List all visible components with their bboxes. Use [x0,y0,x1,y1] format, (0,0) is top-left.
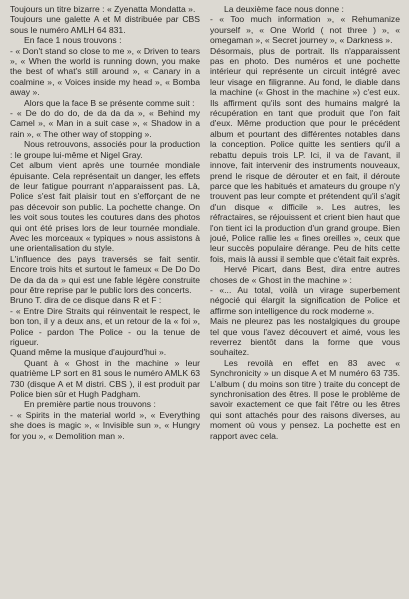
paragraph: En face 1 nous trouvons : [24,35,122,46]
right-column [210,4,400,595]
paragraph: - « Entre Dire Straits qui réinventait le respect, le bon ton, il y a deux ans, et un retour de la « foi », Police - pardon The Police - ou la tenue de rigueur. [10,305,200,347]
paragraph: - « Spirits in the material world », « Everything she does is magic », « Invisible sun », « Hungry for you », « Demolition man ». [10,409,200,441]
paragraph: Hervé Picart, dans Best, dira entre autres choses de « Ghost in the machine » : [210,264,400,285]
paragraph: - « Too much information », « Rehumanize yourself », « One World ( not three ) », « omegaman », « Secret journey », « Darkness ». [210,14,400,46]
paragraph: La deuxième face nous donne : [224,4,344,14]
paragraph: Toujours un titre bizarre : « Zyenatta Mondatta ». [10,4,196,14]
paragraph: Bruno T. dira de ce disque dans R et F : [10,295,162,306]
paragraph: - « Don't stand so close to me », « Driven to tears », « When the world is running down, you make the best of what's still around », « Canary in a coalmine », « Voices inside my head », « Bomba away ». [10,45,200,98]
paragraph: Nous retrouvons, associés pour la production : le groupe lui-même et Nigel Gray. [10,139,200,160]
paragraph: Quant à « Ghost in the machine » leur quatrième LP sort en 81 sous le numéro AMLK 63 730 (disque A et M distri. CBS ), il est produit par Police bien sûr et Hugh Padgham. [10,357,200,400]
paragraph: - « De do do do, de da da da », « Behind my Camel », « Man in a suit case », « Shadow in a rain », « The other way of stopping ». [10,108,200,139]
paragraph: Cet album vient après une tournée mondiale épuisante. Cela représentait un danger, les effets de leur fatigue pourrant n'apparaissent pas. Là, Police s'est fait plaisir tout en s'efforçant de ne pas décevoir son public. La pochette change. On les voit sous toutes les coutures dans des photos qui ont été prises lors de leur tournée mondiale. Avec les morceaux « typiques » nous assistons à une orientalisation du style. [10,160,200,254]
paragraph: Toujours une galette A et M distribuée par CBS sous le numéro AMLH 64 831. [10,14,200,35]
left-column [10,4,200,595]
paragraph: L'influence des pays traversés se fait sentir. Encore trois hits et surtout le fameux « De Do Do De da da da » qui est une fable légère construite pour être reprise par le public lors des concerts. [10,253,200,295]
paragraph: En première partie nous trouvons : [24,399,156,410]
paragraph: Désormais, plus de portrait. Ils n'apparaissent pas en photo. Des numéros et une pochette intérieur qui représente un circuit intégré avec leur visage en filigranne. Au fond, le diable dans la machine (« Ghost in the machine ») c'est eux. Ils affirment qu'ils sont des humains malgré la récupération en tant que produit que l'on fait d'eux. Même production que pour le précédent album et pourtant des différentes notables dans la conception. Police quitte les sentiers qu'il a rebattu depuis trois LP. Ici, il va de l'avant, il innove, fait intervenir des instruments nouveaux, prend le risque de dérouter et en fait, il déroute parce que les habitués et amateurs du groupe n'y trouvent pas leur compte et prétendent qu'il s'agit d'un disque « difficile ». Les autres, les réfractaires, se réjouissent et crient bien haut que l'on tient ici la production d'un grand groupe. Bien joué, Police rallie les « fines oreilles », ceux que leur succès populaire dérange. Peu de hits cette fois, mais là aussi il semble que c'était fait exprès. [210,45,400,264]
paragraph: Alors que la face B se présente comme suit : [24,97,195,108]
paragraph: Les revoilà en effet en 83 avec « Synchronicity » un disque A et M numéro 63 735. L'album ( du moins son titre ) traite du concept de synchronisation des êtres. Il pose le problème de savoir exactement ce que fait l'être ou les êtres qui sont attachés pour des raisons diverses, au moment où vous y pensez. La pochette est en rapport avec cela. [210,357,400,441]
text-columns [10,4,403,595]
paragraph: - «... Au total, voilà un virage superbement négocié qui élargit la signification de Police et affirme son intelligence du rock moderne ». [210,284,400,316]
paragraph: Mais ne pleurez pas les nostalgiques du groupe tel que vous l'avez découvert et aimé, vous les reverrez bientôt dans la forme que vous souhaitez. [210,316,400,358]
paragraph: Quand même la musique d'aujourd'hui ». [10,347,167,358]
